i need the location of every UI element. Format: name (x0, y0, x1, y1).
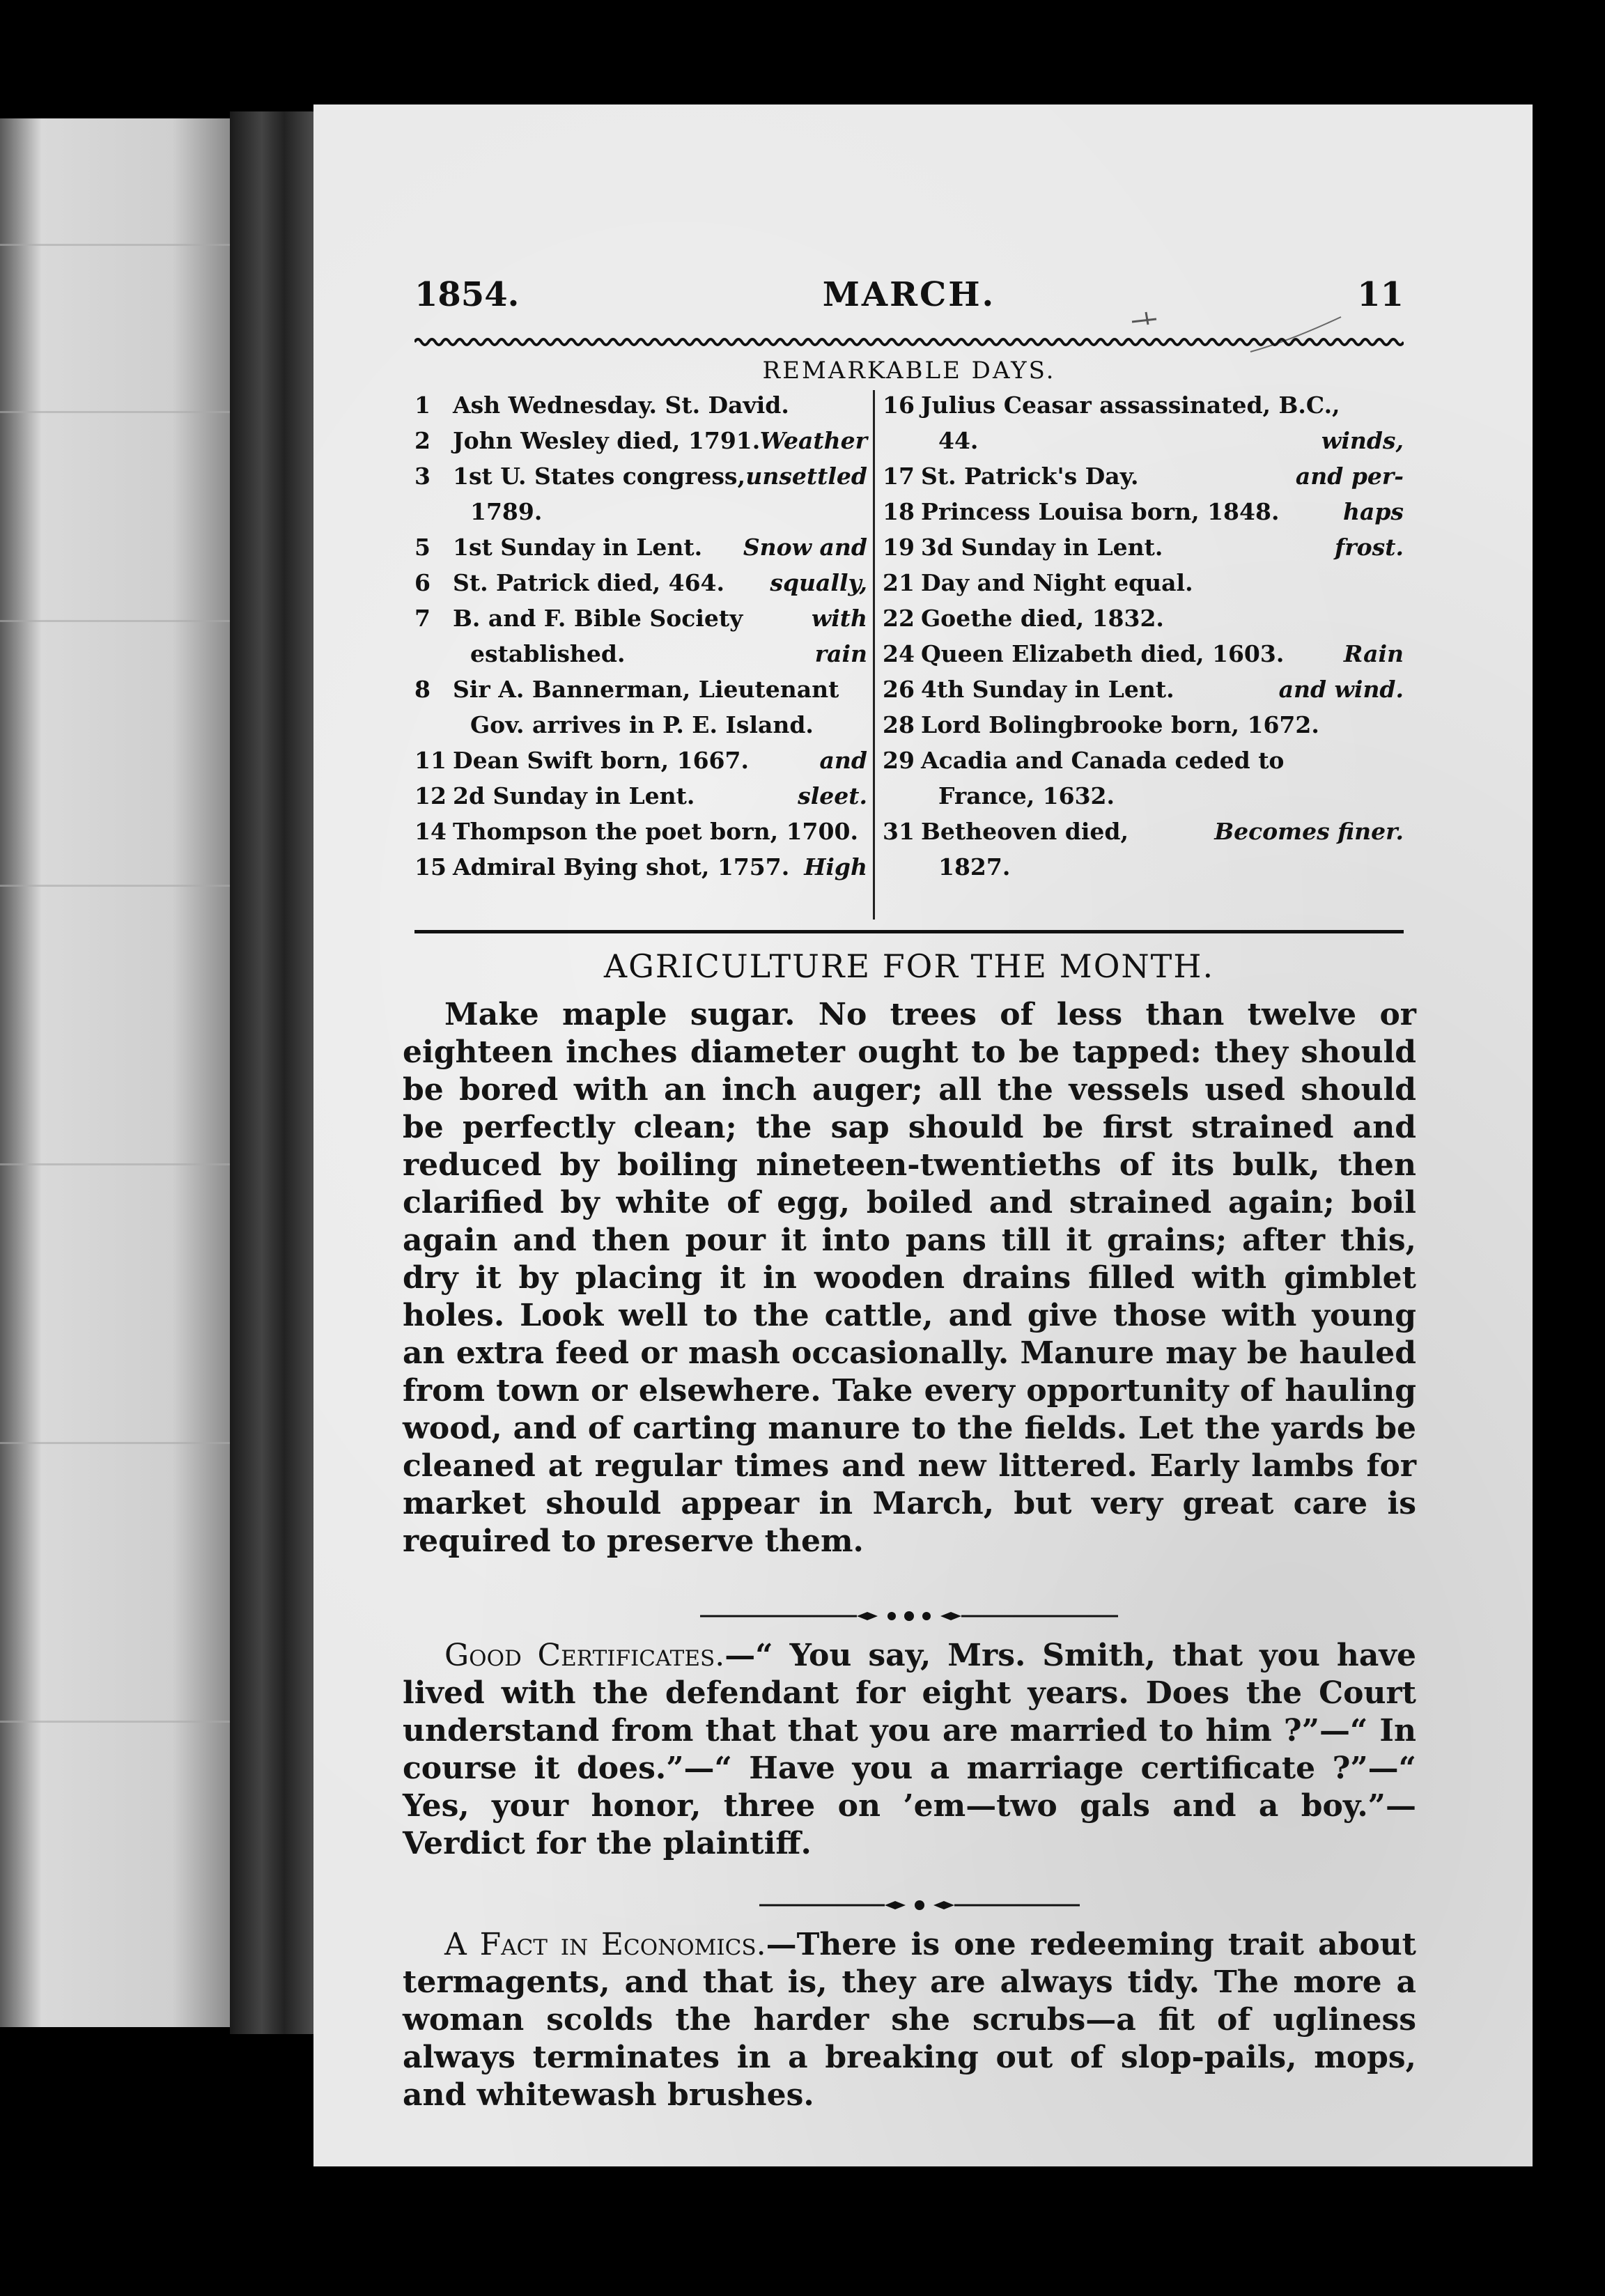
remarkable-day-row (883, 426, 1404, 456)
day-event: Gov. arrives in P. E. Island. (470, 711, 814, 738)
remarkable-day-row (883, 568, 1404, 598)
remarkable-day-row (414, 497, 867, 527)
ornament-divider-icon (759, 1898, 1080, 1912)
page-year: 1854. (414, 275, 520, 314)
good-certificates-paragraph (403, 1637, 1416, 1863)
remarkable-day-row (414, 710, 867, 740)
day-event: Betheoven died, (921, 818, 1129, 845)
remarkable-day-row (883, 497, 1404, 527)
wavy-rule (414, 334, 1404, 350)
day-event: 1st Sunday in Lent. (453, 534, 703, 561)
weather-note: Becomes finer. (1214, 818, 1404, 845)
weather-note: Snow and (743, 534, 867, 561)
day-number: 11 (414, 747, 447, 774)
weather-note: High (804, 853, 867, 881)
day-event: 1789. (470, 498, 543, 525)
day-number: 16 (883, 391, 915, 419)
day-number: 22 (883, 605, 915, 632)
remarkable-day-row (414, 390, 867, 421)
running-head (414, 275, 1404, 324)
day-event: John Wesley died, 1791. (453, 427, 761, 454)
day-event: Sir A. Bannerman, Lieutenant (453, 676, 839, 703)
agriculture-heading: AGRICULTURE FOR THE MONTH. (603, 947, 1215, 985)
weather-note: unsettled (745, 463, 867, 490)
day-event: St. Patrick died, 464. (453, 569, 725, 596)
day-event: France, 1632. (938, 782, 1115, 809)
remarkable-days-table (414, 390, 1404, 920)
day-number: 18 (883, 498, 915, 525)
day-event: Day and Night equal. (921, 569, 1193, 596)
fact-in-economics-title: A Fact in Economics. (444, 1927, 766, 1962)
day-event: 4th Sunday in Lent. (921, 676, 1174, 703)
day-number: 1 (414, 391, 431, 419)
remarkable-day-row (883, 674, 1404, 705)
weather-note: frost. (1335, 534, 1404, 561)
day-event: Admiral Bying shot, 1757. (453, 853, 790, 881)
fact-in-economics-body: —There is one redeeming trait about termagents, and that is, they are always tidy. The more a woman scolds the harder she scrubs—a fit of ugliness always terminates in a breaking out of slop-pails, mops, and whitewash brushes. (403, 1927, 1417, 2113)
weather-note: Weather (759, 427, 867, 454)
remarkable-day-row (883, 639, 1404, 669)
remarkable-day-row (883, 852, 1404, 883)
remarkable-day-row (883, 603, 1404, 634)
remarkable-days-heading: REMARKABLE DAYS. (762, 357, 1056, 385)
day-event: B. and F. Bible Society (453, 605, 743, 632)
day-event: Thompson the poet born, 1700. (453, 818, 858, 845)
day-event: 3d Sunday in Lent. (921, 534, 1163, 561)
page-number: 11 (1357, 275, 1404, 314)
remarkable-day-row (414, 603, 867, 634)
day-number: 17 (883, 463, 915, 490)
book-gutter (230, 111, 320, 2034)
day-event: Lord Bolingbrooke born, 1672. (921, 711, 1319, 738)
weather-note: and wind. (1278, 676, 1404, 703)
day-event: 1st U. States congress, (453, 463, 745, 490)
good-certificates-body: —“ You say, Mrs. Smith, that you have lived with the defendant for eight years. Does the Court understand from that that you are married to him ?”—“ In course it does.”—“ Have you a marriage certificate ?”—“ Yes, your honor, three on ’em—two gals and a boy.”—Verdict for the plaintiff. (403, 1638, 1416, 1861)
day-number: 26 (883, 676, 915, 703)
day-number: 15 (414, 853, 447, 881)
day-number: 3 (414, 463, 431, 490)
day-event: Acadia and Canada ceded to (921, 747, 1285, 774)
good-certificates-title: Good Certificates. (444, 1638, 725, 1673)
remarkable-day-row (414, 532, 867, 563)
facing-page-edge (0, 118, 230, 2027)
day-event: 2d Sunday in Lent. (453, 782, 695, 809)
remarkable-days-right-column (883, 390, 1404, 920)
day-number: 19 (883, 534, 915, 561)
day-event: Ash Wednesday. St. David. (453, 391, 789, 419)
remarkable-day-row (414, 674, 867, 705)
day-event: Goethe died, 1832. (921, 605, 1164, 632)
day-number: 12 (414, 782, 447, 809)
weather-note: squally, (770, 569, 867, 596)
weather-note: sleet. (798, 782, 867, 809)
day-number: 14 (414, 818, 447, 845)
day-event: Julius Ceasar assassinated, B.C., (921, 391, 1340, 419)
remarkable-day-row (414, 568, 867, 598)
weather-note: winds, (1321, 427, 1404, 454)
day-number: 24 (883, 640, 915, 667)
day-event: established. (470, 640, 626, 667)
day-number: 8 (414, 676, 431, 703)
almanac-page (313, 104, 1533, 2166)
remarkable-day-row (883, 390, 1404, 421)
remarkable-day-row (883, 816, 1404, 847)
day-event: Queen Elizabeth died, 1603. (921, 640, 1285, 667)
day-number: 31 (883, 818, 915, 845)
remarkable-day-row (883, 781, 1404, 812)
day-event: Princess Louisa born, 1848. (921, 498, 1280, 525)
weather-note: haps (1342, 498, 1404, 525)
day-event: 44. (938, 427, 979, 454)
section-rule (414, 930, 1404, 933)
day-number: 6 (414, 569, 431, 596)
weather-note: Rain (1343, 640, 1404, 667)
day-number: 7 (414, 605, 431, 632)
day-number: 5 (414, 534, 431, 561)
remarkable-day-row (414, 816, 867, 847)
remarkable-day-row (414, 781, 867, 812)
fact-in-economics-paragraph (403, 1926, 1416, 2114)
agriculture-body: Make maple sugar. No trees of less than twelve or eighteen inches diameter ought to be tapped: they should be bored with an inch auger; all the vessels used should be perfectly clean; the sap should be first strained and reduced by boiling nineteen-twentieths of its bulk, then clarified by white of egg, boiled and strained again; boil again and then pour it into pans till it grains; after this, dry it by placing it in wooden drains filled with gimblet holes. Look well to the cattle, and give those with young an extra feed or mash occasionally. Manure may be hauled from town or elsewhere. Take every opportunity of hauling wood, and of carting manure to the fields. Let the yards be cleaned at regular times and new littered. Early lambs for market should appear in March, but very great care is required to preserve them. (403, 997, 1416, 1559)
remarkable-day-row (414, 461, 867, 492)
day-number: 21 (883, 569, 915, 596)
remarkable-day-row (414, 639, 867, 669)
remarkable-day-row (883, 532, 1404, 563)
ornament-divider-icon (700, 1609, 1118, 1623)
weather-note: and per- (1295, 463, 1404, 490)
page-month: MARCH. (822, 275, 996, 314)
remarkable-day-row (883, 745, 1404, 776)
remarkable-day-row (414, 426, 867, 456)
day-event: St. Patrick's Day. (921, 463, 1139, 490)
weather-note: and (819, 747, 867, 774)
remarkable-day-row (414, 852, 867, 883)
remarkable-day-row (883, 710, 1404, 740)
remarkable-day-row (883, 461, 1404, 492)
day-event: 1827. (938, 853, 1011, 881)
weather-note: with (811, 605, 867, 632)
remarkable-days-left-column (414, 390, 867, 920)
day-number: 29 (883, 747, 915, 774)
weather-note: rain (814, 640, 867, 667)
remarkable-day-row (414, 745, 867, 776)
day-number: 2 (414, 427, 431, 454)
day-number: 28 (883, 711, 915, 738)
day-event: Dean Swift born, 1667. (453, 747, 749, 774)
column-divider (873, 390, 875, 920)
